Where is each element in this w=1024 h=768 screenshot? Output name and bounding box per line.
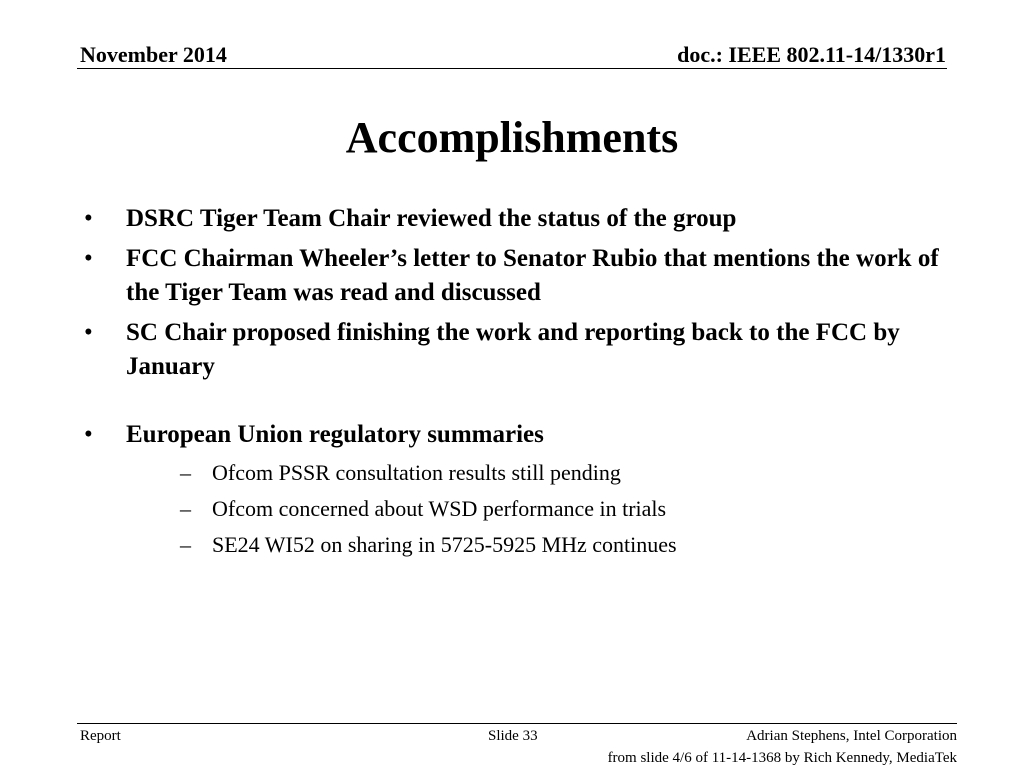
footer-slide-number: Slide 33 <box>488 728 538 744</box>
sub-bullet-text: Ofcom concerned about WSD performance in trials <box>212 496 667 521</box>
header-divider <box>77 68 947 69</box>
footer-report-label: Report <box>80 728 121 744</box>
bullet-marker: • <box>84 319 93 346</box>
sub-bullet-text: Ofcom PSSR consultation results still pending <box>212 460 621 485</box>
sub-bullet-marker: – <box>180 532 191 557</box>
bullet-text: European Union regulatory summaries <box>126 421 544 448</box>
sub-bullet-text: SE24 WI52 on sharing in 5725-5925 MHz continues <box>212 532 677 557</box>
footer-author: Adrian Stephens, Intel Corporation <box>746 728 957 744</box>
bullet-item <box>84 316 944 384</box>
footer-divider <box>77 723 957 724</box>
bullet-marker: • <box>84 421 93 448</box>
sub-bullet-item <box>126 458 944 488</box>
sub-bullet-marker: – <box>180 460 191 485</box>
bullet-text: SC Chair proposed finishing the work and reporting back to the FCC by January <box>126 319 900 380</box>
bullet-text: DSRC Tiger Team Chair reviewed the status of the group <box>126 205 737 232</box>
bullet-item <box>84 242 944 310</box>
bullet-list <box>84 202 944 566</box>
sub-bullet-item <box>126 494 944 524</box>
slide-title: Accomplishments <box>345 113 679 162</box>
bullet-text: FCC Chairman Wheeler’s letter to Senator Rubio that mentions the work of the Tiger Team was read and discussed <box>126 245 939 306</box>
bullet-item <box>84 418 944 560</box>
header-doc-id: doc.: IEEE 802.11-14/1330r1 <box>677 42 946 67</box>
sub-bullet-item <box>126 530 944 560</box>
footer-source-note: from slide 4/6 of 11-14-1368 by Rich Kennedy, MediaTek <box>607 750 957 766</box>
sub-bullet-marker: – <box>180 496 191 521</box>
header-date: November 2014 <box>80 42 227 67</box>
bullet-marker: • <box>84 205 93 232</box>
bullet-item <box>84 202 944 236</box>
bullet-marker: • <box>84 245 93 272</box>
